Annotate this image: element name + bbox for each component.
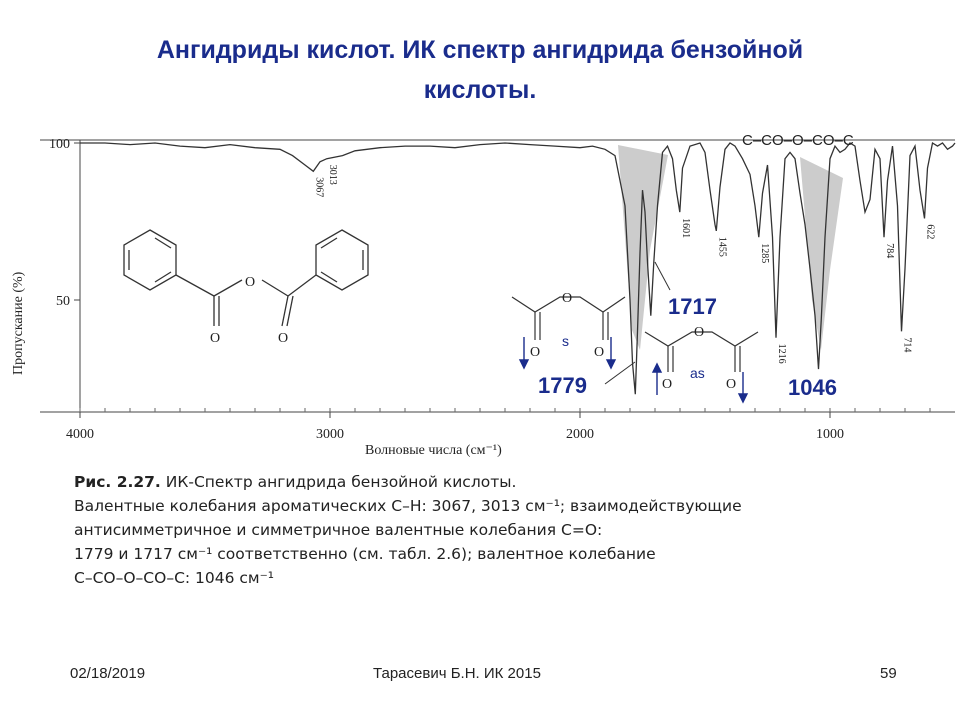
y-tick-label-50: 50 xyxy=(56,294,70,309)
peak-label-1455: 1455 xyxy=(716,236,728,257)
symmetric-oxygen-right: O xyxy=(594,345,605,360)
antisymmetric-oxygen-bridge: O xyxy=(694,325,705,340)
x-tick-label-1000: 1000 xyxy=(816,427,844,442)
symmetric-oxygen-left: O xyxy=(530,345,541,360)
peak-label-714: 714 xyxy=(901,337,913,353)
callout-1779: 1779 xyxy=(538,373,587,398)
callout-leader-1717 xyxy=(655,262,670,290)
footer-page-number: 59 xyxy=(880,665,897,682)
y-tick-label-100: 100 xyxy=(49,137,70,152)
x-tick-label-3000: 3000 xyxy=(316,427,344,442)
caption-line-2: антисимметричное и симметричное валентные колебания С=О: xyxy=(74,521,603,539)
footer-date: 02/18/2019 xyxy=(70,665,146,682)
caption-label: Рис. 2.27. xyxy=(74,473,161,491)
caption-title: ИК-Спектр ангидрида бензойной кислоты. xyxy=(160,473,517,491)
antisymmetric-mode-label: as xyxy=(690,365,705,381)
symmetric-mode-label: s xyxy=(562,333,569,349)
caption-line-3: 1779 и 1717 см⁻¹ соответственно (см. табл. 2.6); валентное колебание xyxy=(74,545,656,563)
peak-label-784: 784 xyxy=(884,243,895,259)
peak-label-3013: 3013 xyxy=(326,164,338,185)
carbonyl-oxygen-left: O xyxy=(210,331,221,346)
x-tick-label-2000: 2000 xyxy=(566,427,594,442)
title-line-2: кислоты. xyxy=(423,76,537,104)
antisymmetric-oxygen-right: O xyxy=(726,377,737,392)
group-label: C–CO–O–CO–C xyxy=(742,132,854,149)
peak-label-1601: 1601 xyxy=(679,218,691,239)
caption-line-1: Валентные колебания ароматических С–Н: 3067, 3013 см⁻¹; взаимодействующие xyxy=(74,497,742,515)
footer-author: Тарасевич Б.Н. ИК 2015 xyxy=(373,665,541,682)
caption-heading xyxy=(74,470,874,494)
antisymmetric-oxygen-left: O xyxy=(662,377,673,392)
peak-label-1216: 1216 xyxy=(776,343,787,364)
callout-1046: 1046 xyxy=(788,375,837,400)
figure-caption xyxy=(74,470,874,590)
y-axis-label: Пропускание (%) xyxy=(11,271,26,375)
anhydride-oxygen-label: O xyxy=(245,275,256,290)
peak-label-622: 622 xyxy=(924,224,936,240)
caption-line-4: С–СО–О–СО–С: 1046 см⁻¹ xyxy=(74,569,275,587)
x-axis-label: Волновые числа (см⁻¹) xyxy=(365,443,502,458)
x-tick-label-4000: 4000 xyxy=(66,427,94,442)
carbonyl-oxygen-right: O xyxy=(278,331,289,346)
title-line-1: Ангидриды кислот. ИК спектр ангидрида бензойной xyxy=(156,36,804,64)
peak-label-1285: 1285 xyxy=(758,243,770,264)
symmetric-oxygen-bridge: O xyxy=(562,291,573,306)
callout-1717: 1717 xyxy=(668,294,717,319)
peak-label-3067: 3067 xyxy=(313,177,325,198)
